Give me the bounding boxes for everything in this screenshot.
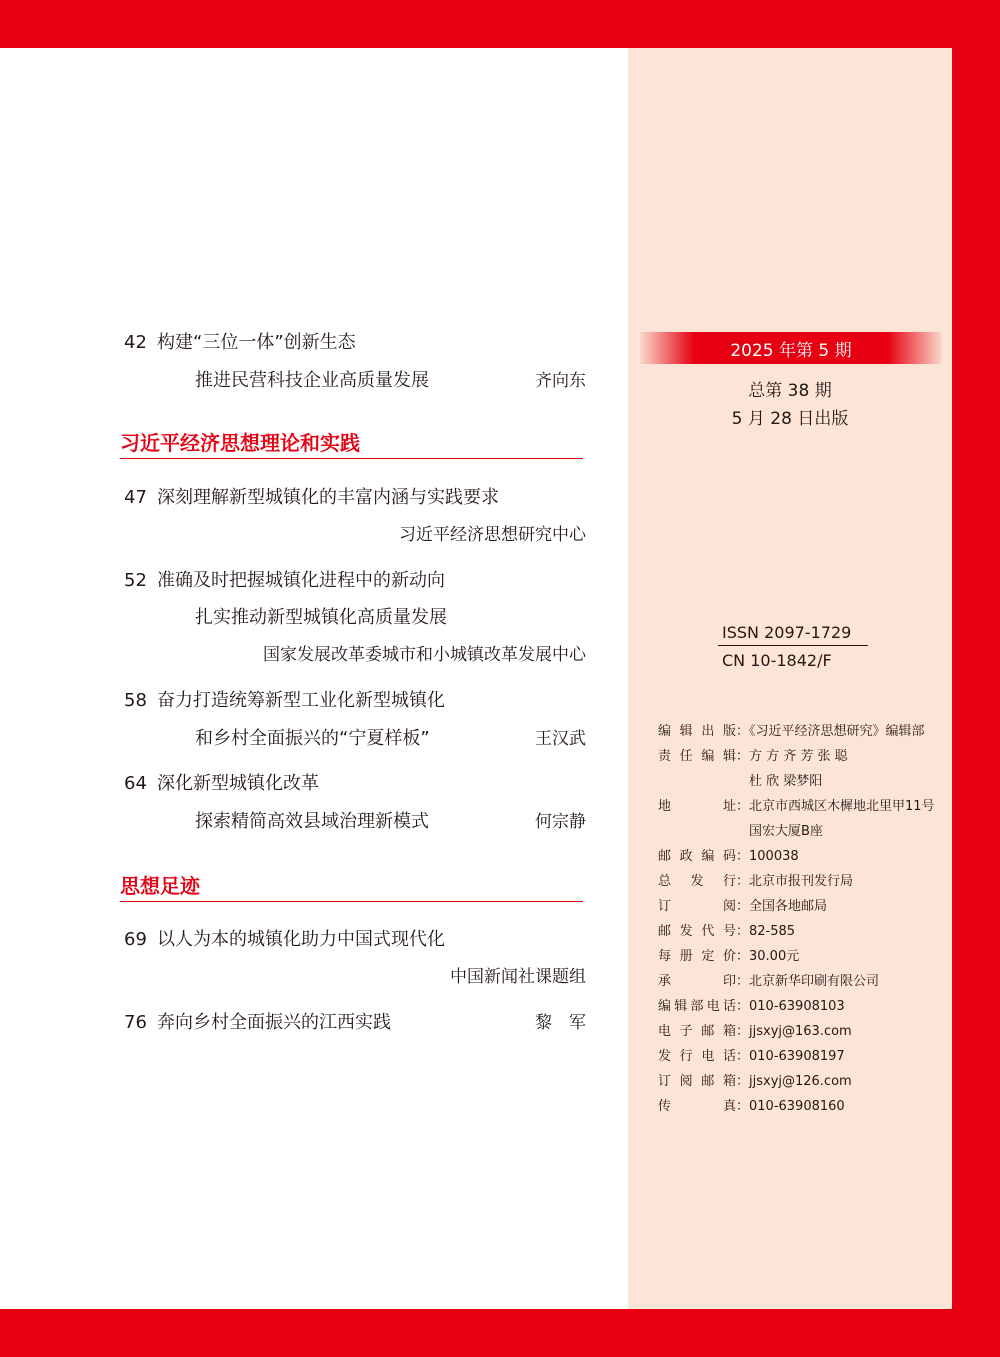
entry-title: 准确及时把握城镇化进程中的新动向 — [157, 570, 445, 591]
info-label: 总发行 — [658, 874, 736, 889]
info-label: 订阅邮箱 — [658, 1074, 736, 1089]
info-value: ：北京新华印刷有限公司 — [736, 974, 880, 989]
issue-number: 2025 年第 5 期 — [730, 341, 852, 361]
cn-number: CN 10-1842/F — [722, 651, 832, 670]
entry-author: 王汉武 — [535, 729, 586, 749]
info-label: 编辑部电话 — [658, 999, 736, 1014]
info-row — [658, 774, 822, 790]
entry-title: 奔向乡村全面振兴的江西实践 — [157, 1012, 391, 1033]
total-issue: 总第 38 期 — [748, 381, 832, 401]
page-number: 52 — [124, 570, 147, 591]
page-number: 76 — [124, 1012, 147, 1033]
info-value: ：jjsxyj@126.com — [736, 1074, 852, 1089]
info-value: ：《习近平经济思想研究》编辑部 — [736, 724, 925, 739]
info-value: ：北京市报刊发行局 — [736, 874, 854, 889]
entry-author: 齐向东 — [535, 371, 586, 391]
page-number: 64 — [124, 773, 147, 794]
info-label: 邮发代号 — [658, 924, 736, 939]
info-value: ：30.00元 — [736, 949, 800, 964]
info-value: ：010-63908197 — [736, 1049, 845, 1064]
info-label: 邮政编码 — [658, 849, 736, 864]
page-number: 69 — [124, 929, 147, 950]
info-label: 责任编辑 — [658, 749, 736, 764]
info-value: ：全国各地邮局 — [736, 899, 828, 914]
info-row — [658, 949, 799, 965]
info-row — [658, 1049, 845, 1065]
entry-subtitle: 和乡村全面振兴的“宁夏样板” — [195, 728, 430, 749]
entry-author: 黎 军 — [535, 1013, 586, 1033]
entry-author: 中国新闻社课题组 — [450, 967, 586, 987]
info-label: 电子邮箱 — [658, 1024, 736, 1039]
info-value: ：北京市西城区木樨地北里甲11号 — [736, 799, 935, 814]
entry-subtitle: 探索精简高效县域治理新模式 — [195, 811, 429, 832]
info-row — [658, 874, 853, 890]
info-row — [658, 974, 879, 990]
entry-author: 何宗静 — [535, 812, 586, 832]
entry-title: 深刻理解新型城镇化的丰富内涵与实践要求 — [157, 487, 499, 508]
publish-date: 5 月 28 日出版 — [731, 409, 849, 429]
issn-divider — [718, 645, 868, 646]
entry-subtitle: 扎实推动新型城镇化高质量发展 — [195, 607, 447, 628]
info-row — [658, 849, 799, 865]
info-label: 每册定价 — [658, 949, 736, 964]
issn: ISSN 2097-1729 — [722, 623, 852, 642]
info-label: 地址 — [658, 799, 736, 814]
section-heading-footprints: 思想足迹 — [120, 873, 583, 902]
info-row — [658, 749, 848, 765]
entry-subtitle: 推进民营科技企业高质量发展 — [195, 370, 429, 391]
info-value: ：82-585 — [736, 924, 796, 939]
info-row — [658, 824, 823, 840]
entry-author: 国家发展改革委城市和小城镇改革发展中心 — [263, 645, 586, 665]
info-row — [658, 799, 935, 815]
info-row — [658, 1099, 845, 1115]
info-row — [658, 1024, 852, 1040]
info-row — [658, 999, 845, 1015]
info-label: 传真 — [658, 1099, 736, 1114]
entry-title: 奋力打造统筹新型工业化新型城镇化 — [157, 690, 445, 711]
info-value: ：100038 — [736, 849, 799, 864]
info-row — [658, 1074, 852, 1090]
info-label: 承印 — [658, 974, 736, 989]
side-panel — [628, 48, 952, 1309]
info-label: 发行电话 — [658, 1049, 736, 1064]
info-value: ：010-63908160 — [736, 1099, 845, 1114]
entry-author: 习近平经济思想研究中心 — [399, 525, 586, 545]
info-row — [658, 924, 795, 940]
page-number: 47 — [124, 487, 147, 508]
info-value: 国宏大厦B座 — [736, 824, 823, 839]
page — [0, 48, 952, 1309]
info-label: 编辑出版 — [658, 724, 736, 739]
info-value: ：jjsxyj@163.com — [736, 1024, 852, 1039]
entry-title: 深化新型城镇化改革 — [157, 773, 319, 794]
info-value: ：010-63908103 — [736, 999, 845, 1014]
entry-title: 以人为本的城镇化助力中国式现代化 — [157, 929, 445, 950]
info-row — [658, 899, 827, 915]
section-heading-theory: 习近平经济思想理论和实践 — [120, 430, 583, 459]
page-number: 42 — [124, 332, 147, 353]
info-value: ：方 方 齐 芳 张 聪 — [736, 749, 848, 764]
info-label: 订阅 — [658, 899, 736, 914]
info-row — [658, 724, 925, 740]
issue-band — [640, 332, 942, 364]
info-value: 杜 欣 梁梦阳 — [736, 774, 823, 789]
entry-title: 构建“三位一体”创新生态 — [157, 332, 356, 353]
page-number: 58 — [124, 690, 147, 711]
